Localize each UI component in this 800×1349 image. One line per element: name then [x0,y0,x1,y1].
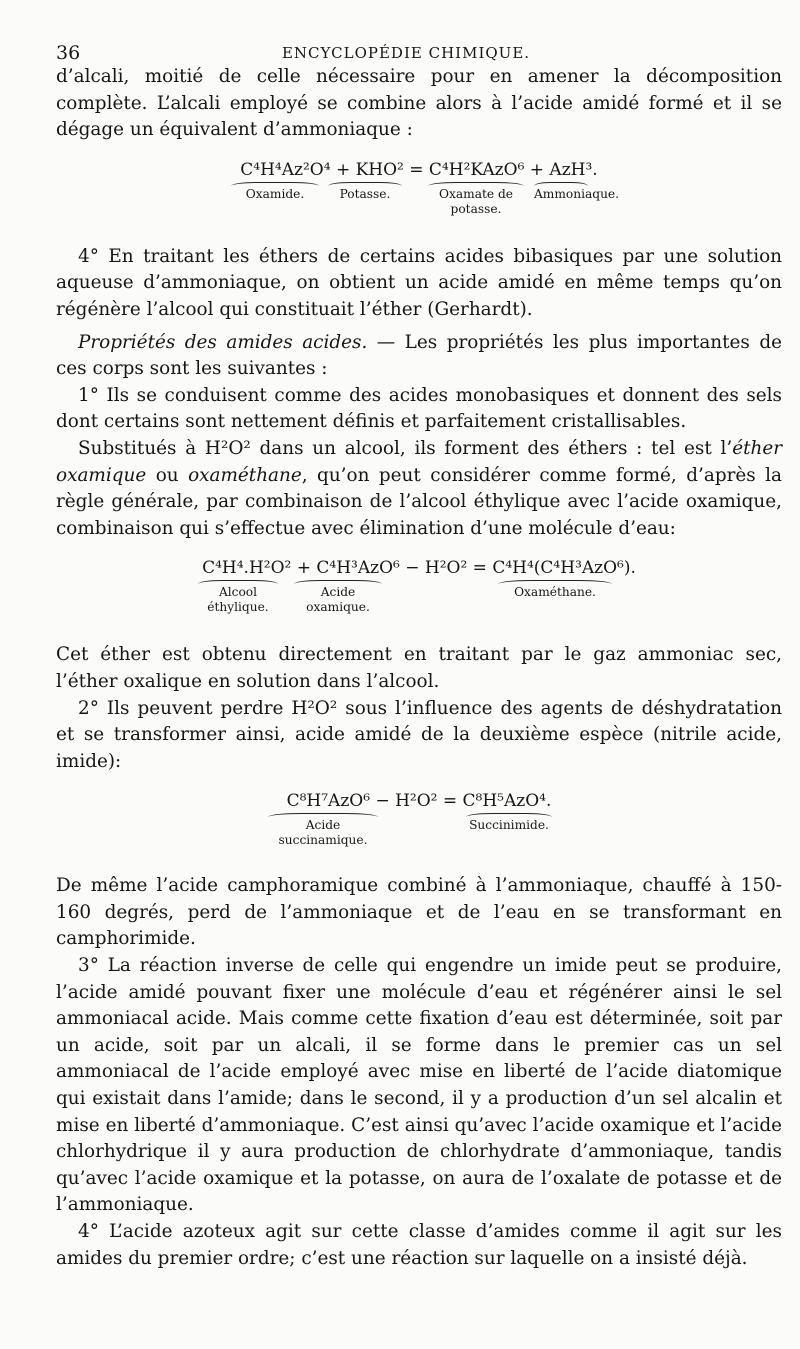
equation-label: Acide succinamique. [268,813,378,848]
equation-formula: C⁸H⁷AzO⁶ − H²O² = C⁸H⁵AzO⁴. [286,791,552,812]
term: oxaméthane [188,464,302,486]
page-number: 36 [56,42,81,64]
equation-label: Alcool éthylique. [198,580,278,615]
equation-labels [56,182,782,228]
equation-label: Succinimide. [466,813,552,833]
paragraph: 4° L’acide azoteux agit sur cette classe d’amides comme il agit sur les amides du premier ordre; c’est une réaction sur laquelle on a insisté déjà. [56,1221,782,1269]
paragraph: d’alcali, moitié de celle nécessaire pour en amener la décomposition complète. L’alcali employé se combine alors à l’acide amidé formé et il se dégage un équivalent d’ammoniaque : [56,66,782,141]
paragraph: 4° En traitant les éthers de certains acides bibasiques par une solution aqueuse d’ammoniaque, on obtient un acide amidé en même temps qu’on régénère l’alcool qui constituait l’éther (Gerhardt). [56,245,782,320]
paragraph: 3° La réaction inverse de celle qui engendre un imide peut se produire, l’acide amidé pouvant fixer une molécule d’eau et régénérer ainsi le sel ammoniacal acide. Mais comme cette fixation d’eau est déterminée, soit par un acide, soit par un alcali, il se forme dans le premier cas un sel ammoniacal de l’acide employé avec mise en liberté de l’acide diatomique qui existait dans l’amide; dans le second, il y a production d’un sel alcalin et mise en liberté d’ammoniaque. C’est ainsi qu’avec l’acide oxamique et l’acide chlorhydrique il y aura production de chlorhydrate d’ammoniaque, tandis qu’avec l’acide oxamique et la potasse, on aura de l’oxalate de potasse et de l’ammoniaque. [56,955,782,1216]
equation-label: Oxamate de potasse. [428,182,524,217]
paragraph: De même l’acide camphoramique combiné à l’ammoniaque, chauffé à 150-160 degrés, perd de l’ammoniaque et de l’eau en se transformant en camphorimide. [56,875,782,950]
paragraph: 2° Ils peuvent perdre H²O² sous l’influence des agents de déshydratation et se transformer ainsi, acide amidé de la deuxième espèce (nitrile acide, imide): [56,697,782,772]
equation-label: Ammoniaque. [534,182,588,202]
equation-formula: C⁴H⁴.H²O² + C⁴H³AzO⁶ − H²O² = C⁴H⁴(C⁴H³AzO⁶). [202,558,636,579]
section-heading: Propriétés des amides acides. [78,331,368,353]
page-body [56,64,782,1272]
equation-oxamide [56,158,782,228]
running-title: ENCYCLOPÉDIE CHIMIQUE. [281,44,531,62]
equation-oxamethane [56,556,782,626]
equation-label: Potasse. [328,182,402,202]
paragraph: Cet éther est obtenu directement en traitant par le gaz ammoniac sec, l’éther oxalique en solution dans l’alcool. [56,644,782,692]
paragraph: Propriétés des amides acides. — Les propriétés les plus importantes de ces corps sont les suivantes : [56,331,783,380]
paragraph: 1° Ils se conduisent comme des acides monobasiques et donnent des sels dont certains sont nettement définis et parfaitement cristallisables. [56,384,782,433]
equation-labels [56,813,782,857]
page-header [56,38,756,64]
equation-label: Oxamide. [231,182,319,202]
equation-label: Oxaméthane. [498,580,612,600]
paragraph: Substitués à H²O² dans un alcool, ils forment des éthers : tel est l’éther oxamique ou oxaméthane, qu’on peut considérer comme formé, d’après la règle générale, par combinaison de l’alcool éthylique avec l’acide oxamique, combinaison qui s’effectue avec élimination d’une molécule d’eau: [56,437,783,539]
equation-labels [56,580,782,626]
term: éther oxamique [56,437,782,486]
equation-label: Acide oxamique. [294,580,382,615]
equation-succinimide [56,789,782,857]
equation-formula: C⁴H⁴Az²O⁴ + KHO² = C⁴H²KAzO⁶ + AzH³. [240,159,598,180]
